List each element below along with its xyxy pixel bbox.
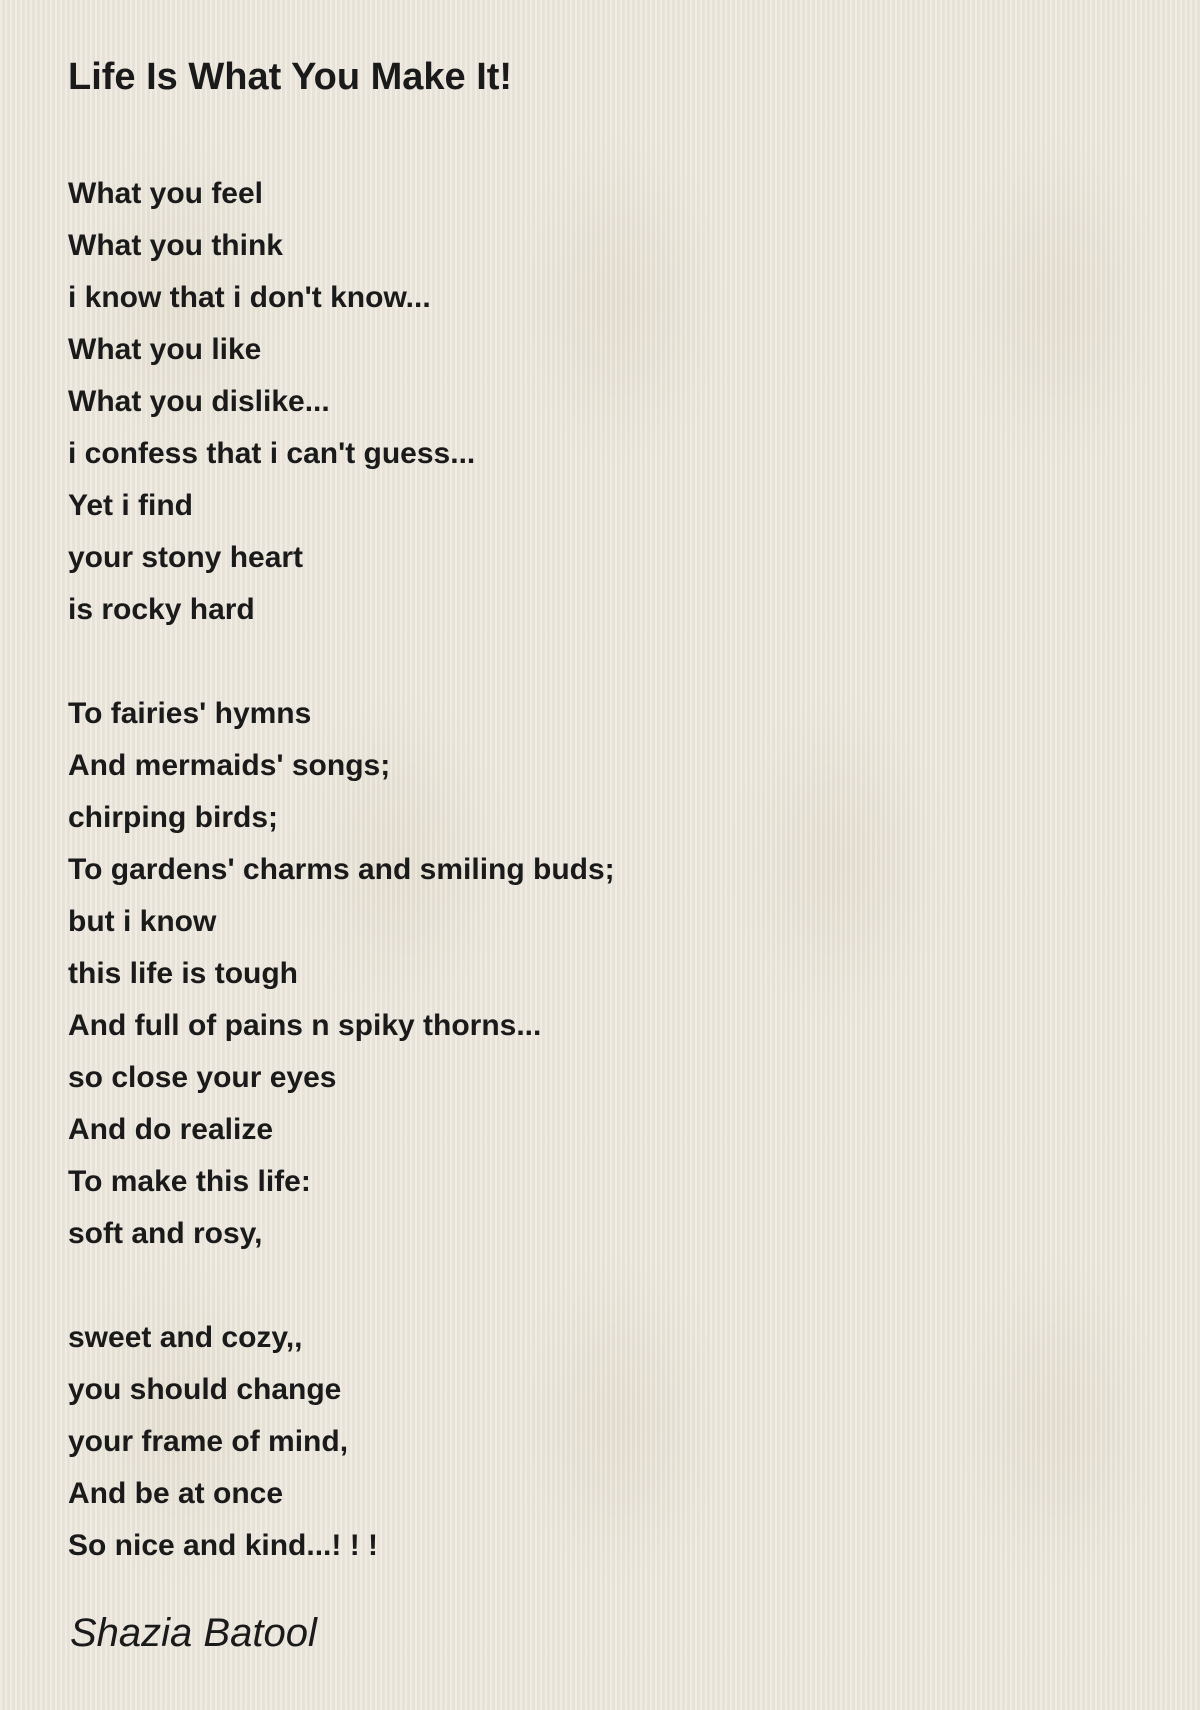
- poem-line: And do realize: [68, 1113, 274, 1146]
- poem-line: this life is tough: [68, 957, 298, 990]
- poem-line: sweet and cozy,,: [68, 1321, 303, 1354]
- poem-line: To fairies' hymns: [68, 697, 312, 730]
- poem-author: Shazia Batool: [70, 1611, 317, 1655]
- stanza-2: [68, 688, 1128, 1260]
- poem-line: i confess that i can't guess...: [68, 437, 476, 470]
- poem-line: So nice and kind...! ! !: [68, 1529, 379, 1562]
- poem-line: but i know: [68, 905, 217, 938]
- poem-line: Yet i find: [68, 489, 194, 522]
- poem-line: What you feel: [68, 177, 264, 210]
- poem-line: chirping birds;: [68, 801, 278, 834]
- poem-line: And mermaids' songs;: [68, 749, 391, 782]
- poem-line: so close your eyes: [68, 1061, 337, 1094]
- poem-container: [68, 50, 1128, 1624]
- stanza-3: [68, 1312, 1128, 1572]
- poem-line: To make this life:: [68, 1165, 311, 1198]
- poem-line: What you like: [68, 333, 262, 366]
- poem-line: is rocky hard: [68, 593, 255, 626]
- poem-line: i know that i don't know...: [68, 281, 431, 314]
- poem-line: What you dislike...: [68, 385, 330, 418]
- stanza-1: [68, 168, 1128, 636]
- poem-line: And full of pains n spiky thorns...: [68, 1009, 542, 1042]
- poem-line: To gardens' charms and smiling buds;: [68, 853, 615, 886]
- poem-title: Life Is What You Make It!: [68, 56, 513, 98]
- poem-body: [68, 168, 1128, 1572]
- poem-line: And be at once: [68, 1477, 284, 1510]
- poem-line: your stony heart: [68, 541, 304, 574]
- poem-line: your frame of mind,: [68, 1425, 349, 1458]
- poem-line: soft and rosy,: [68, 1217, 263, 1250]
- poem-line: you should change: [68, 1373, 342, 1406]
- poem-line: What you think: [68, 229, 283, 262]
